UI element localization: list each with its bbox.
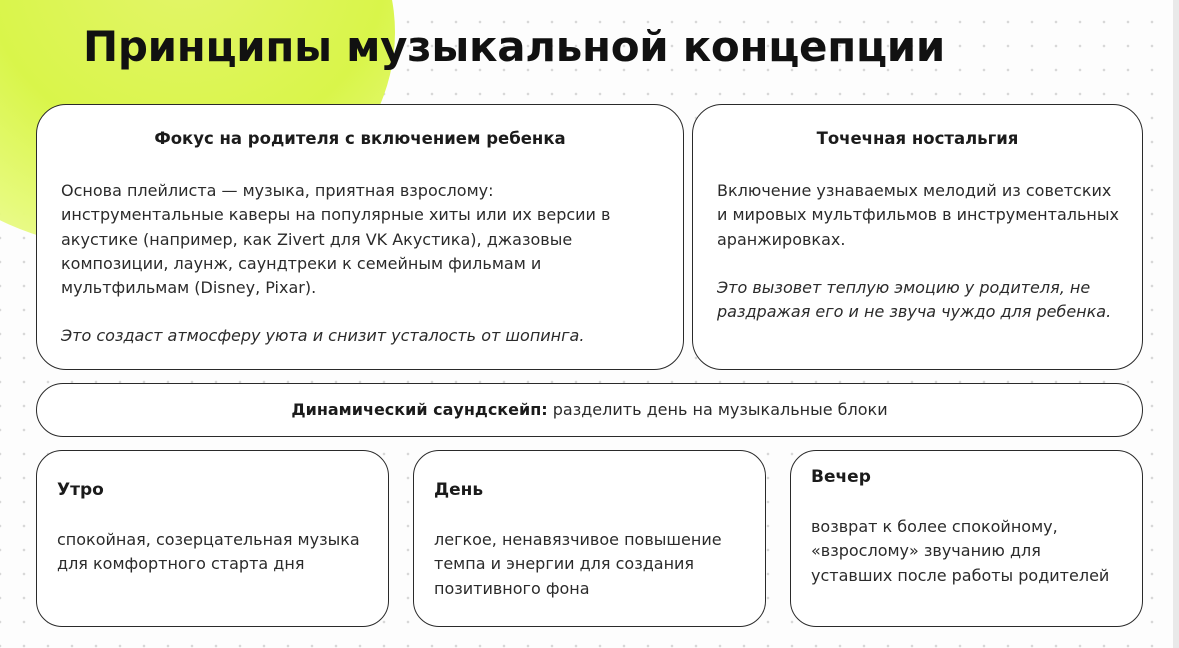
soundscape-band: [36, 383, 1143, 437]
focus-card-heading: Фокус на родителя с включением ребенка: [154, 129, 566, 148]
morning-heading: Утро: [57, 480, 104, 500]
morning-card: [36, 450, 389, 627]
focus-card-body: [61, 179, 661, 349]
focus-card: [36, 104, 684, 370]
nostalgia-card-text: Включение узнаваемых мелодий из советских и мировых мультфильмов в инструментальных аранжировках.: [717, 181, 1119, 249]
evening-card: [790, 450, 1143, 627]
nostalgia-card-heading: Точечная ностальгия: [816, 129, 1019, 148]
soundscape-label: Динамический саундскейп:: [291, 400, 548, 419]
morning-body: спокойная, созерцательная музыка для комфортного старта дня: [57, 530, 360, 574]
soundscape-description: разделить день на музыкальные блоки: [547, 400, 888, 419]
focus-card-text: Основа плейлиста — музыка, приятная взрослому: инструментальные каверы на популярные хиты или их версии в акустике (например, как Zivert для VK Акустика), джазовые композиции, лаунж, саундтреки к семейным фильмам и мультфильмам (Disney, Pixar).: [61, 181, 611, 298]
nostalgia-card-body: [717, 179, 1120, 324]
day-card: [413, 450, 766, 627]
nostalgia-card-note: Это вызовет теплую эмоцию у родителя, не раздражая его и не звуча чуждо для ребенка.: [717, 277, 1112, 322]
evening-heading: Вечер: [811, 467, 871, 487]
evening-body: возврат к более спокойному, «взрослому» звучанию для уставших после работы родителей: [811, 517, 1110, 585]
day-body: легкое, ненавязчивое повышение темпа и энергии для создания позитивного фона: [434, 530, 722, 598]
focus-card-note: Это создаст атмосферу уюта и снизит усталость от шопинга.: [61, 326, 585, 346]
page-edge: [1173, 0, 1179, 648]
day-heading: День: [434, 480, 484, 500]
page-title: Принципы музыкальной концепции: [83, 22, 946, 71]
nostalgia-card: [692, 104, 1143, 370]
soundscape-text: [37, 400, 1142, 419]
